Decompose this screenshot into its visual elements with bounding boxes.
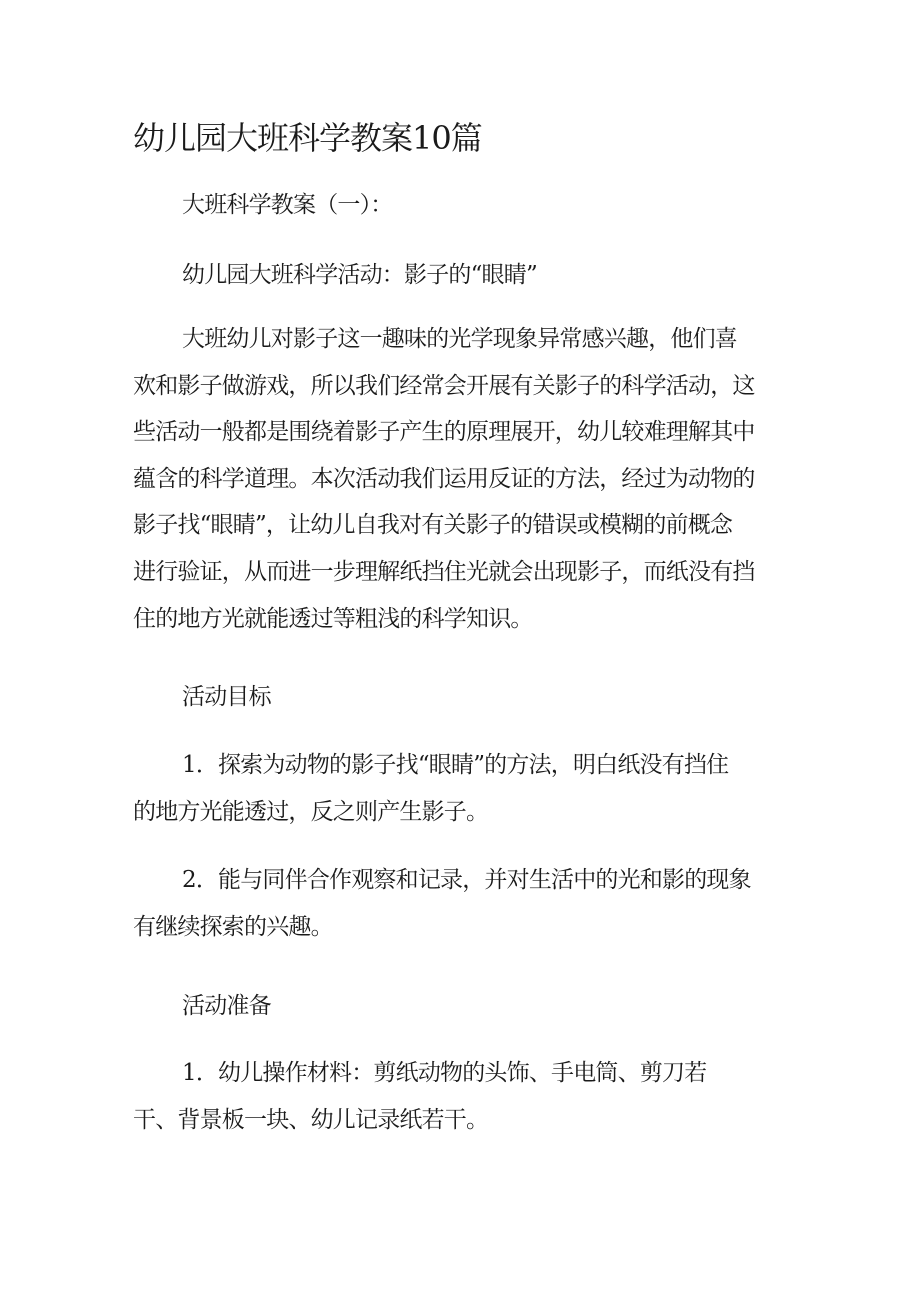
paragraph-line: 2．能与同伴合作观察和记录，并对生活中的光和影的现象 (182, 867, 751, 893)
paragraph-line: 欢和影子做游戏，所以我们经常会开展有关影子的科学活动，这 (133, 373, 755, 399)
document-title: 幼儿园大班科学教案10篇 (133, 119, 482, 157)
section-heading: 大班科学教案（一）： (182, 192, 393, 218)
preparation-heading: 活动准备 (182, 993, 271, 1019)
paragraph-line: 大班幼儿对影子这一趣味的光学现象异常感兴趣，他们喜 (182, 326, 738, 352)
paragraph-line: 些活动一般都是围绕着影子产生的原理展开，幼儿较难理解其中 (133, 419, 755, 445)
paragraph-line: 进行验证，从而进一步理解纸挡住光就会出现影子，而纸没有挡 (133, 559, 755, 585)
paragraph-line: 蕴含的科学道理。本次活动我们运用反证的方法，经过为动物的 (133, 466, 755, 492)
paragraph-line: 有继续探索的兴趣。 (133, 914, 333, 940)
goals-heading: 活动目标 (182, 684, 271, 710)
paragraph-line: 的地方光能透过，反之则产生影子。 (133, 799, 489, 825)
paragraph-line: 住的地方光就能透过等粗浅的科学知识。 (133, 606, 533, 632)
paragraph-line: 影子找“眼睛”，让幼儿自我对有关影子的错误或模糊的前概念 (133, 512, 733, 538)
paragraph-line: 1．探索为动物的影子找“眼睛”的方法，明白纸没有挡住 (182, 752, 729, 778)
paragraph-line: 1．幼儿操作材料：剪纸动物的头饰、手电筒、剪刀若 (182, 1060, 707, 1086)
paragraph-line: 干、背景板一块、幼儿记录纸若干。 (133, 1107, 489, 1133)
activity-title: 幼儿园大班科学活动：影子的“眼睛” (182, 262, 537, 288)
